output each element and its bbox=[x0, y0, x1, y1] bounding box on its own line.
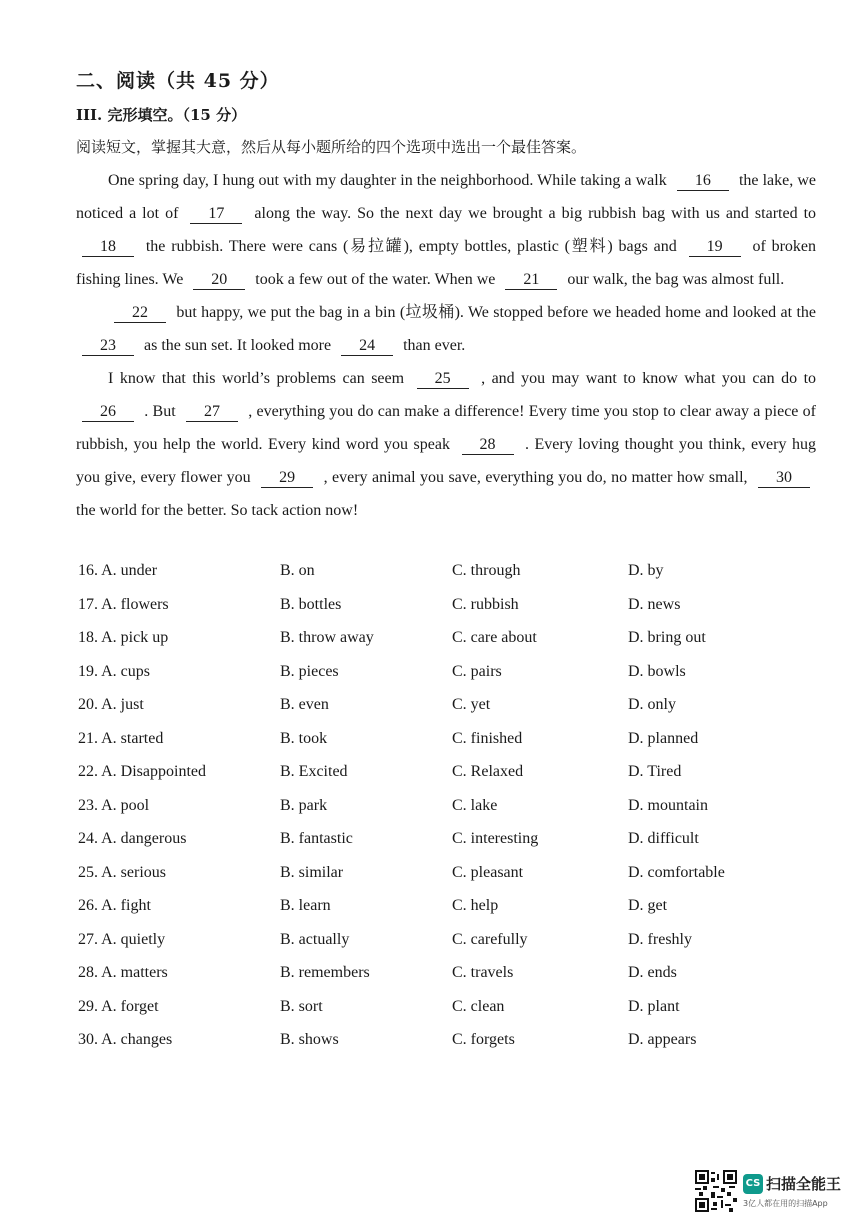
passage-text: our walk, the bag was almost full. bbox=[567, 271, 785, 288]
passage-text: the rubbish. There were cans (易拉罐), empty bottles, plastic (塑料) bags and bbox=[145, 238, 677, 255]
blank-18: 18 bbox=[82, 238, 134, 257]
option-d: D. get bbox=[628, 897, 668, 914]
question-row bbox=[78, 763, 838, 797]
blank-25: 25 bbox=[417, 370, 469, 389]
question-row bbox=[78, 562, 838, 596]
passage-text: than ever. bbox=[403, 337, 466, 354]
passage-text: but happy, we put the bag in a bin (垃圾桶). We stopped before we headed home and looked at the bbox=[176, 304, 816, 321]
question-row bbox=[78, 797, 838, 831]
option-b: B. pieces bbox=[280, 662, 339, 680]
option-c: C. interesting bbox=[452, 830, 539, 847]
passage-text: , every animal you save, everything you do, no matter how small, bbox=[323, 469, 748, 486]
option-a: 19. A. cups bbox=[78, 662, 150, 680]
option-d: D. bring out bbox=[628, 629, 706, 646]
option-c: C. rubbish bbox=[452, 595, 519, 613]
option-b: B. on bbox=[280, 562, 315, 579]
blank-30: 30 bbox=[758, 469, 810, 488]
question-row bbox=[78, 663, 838, 697]
option-a: 21. A. started bbox=[78, 729, 164, 747]
option-c: C. yet bbox=[452, 696, 491, 713]
app-tagline: 3亿人都在用的扫描App bbox=[743, 1199, 828, 1208]
question-row bbox=[78, 864, 838, 898]
option-b: B. remembers bbox=[280, 964, 370, 981]
option-d: D. mountain bbox=[628, 796, 708, 814]
option-b: B. shows bbox=[280, 1031, 339, 1048]
option-c: C. pleasant bbox=[452, 863, 524, 881]
blank-29: 29 bbox=[261, 469, 313, 488]
blank-24: 24 bbox=[341, 337, 393, 356]
option-d: D. freshly bbox=[628, 930, 692, 948]
option-a: 30. A. changes bbox=[78, 1031, 173, 1048]
option-a: 20. A. just bbox=[78, 696, 144, 713]
option-d: D. bowls bbox=[628, 662, 686, 680]
option-a: 25. A. serious bbox=[78, 863, 166, 881]
option-b: B. took bbox=[280, 729, 328, 747]
option-b: B. park bbox=[280, 796, 328, 814]
blank-27: 27 bbox=[186, 403, 238, 422]
passage-text: as the sun set. It looked more bbox=[144, 337, 332, 354]
option-d: D. news bbox=[628, 595, 681, 613]
option-a: 17. A. flowers bbox=[78, 595, 169, 613]
question-row bbox=[78, 629, 838, 663]
option-b: B. throw away bbox=[280, 629, 374, 646]
option-a: 26. A. fight bbox=[78, 897, 151, 914]
option-d: D. Tired bbox=[628, 763, 682, 780]
passage-text: , everything you do can make a difference! Every time you stop to clear away a piece of rubbish, you help the world. Every kind word you speak bbox=[76, 403, 817, 453]
option-b: B. sort bbox=[280, 997, 323, 1015]
passage-text: . Every loving thought you think, every hug you give, every flower you bbox=[76, 436, 817, 486]
option-a: 16. A. under bbox=[78, 562, 158, 579]
question-row bbox=[78, 830, 838, 864]
option-c: C. pairs bbox=[452, 662, 502, 680]
option-c: C. forgets bbox=[452, 1031, 515, 1048]
question-row bbox=[78, 998, 838, 1032]
option-c: C. help bbox=[452, 897, 499, 914]
option-c: C. clean bbox=[452, 997, 505, 1015]
option-b: B. Excited bbox=[280, 763, 348, 780]
option-b: B. learn bbox=[280, 897, 331, 914]
question-row bbox=[78, 696, 838, 730]
passage-text: . But bbox=[144, 403, 176, 420]
passage-text: took a few out of the water. When we bbox=[255, 271, 496, 288]
blank-20: 20 bbox=[193, 271, 245, 290]
question-row bbox=[78, 931, 838, 965]
option-a: 18. A. pick up bbox=[78, 629, 169, 646]
option-b: B. similar bbox=[280, 863, 344, 881]
option-c: C. Relaxed bbox=[452, 763, 524, 780]
blank-22: 22 bbox=[114, 304, 166, 323]
question-row bbox=[78, 730, 838, 764]
option-b: B. fantastic bbox=[280, 830, 353, 847]
option-c: C. lake bbox=[452, 796, 498, 814]
option-a: 23. A. pool bbox=[78, 796, 150, 814]
option-a: 22. A. Disappointed bbox=[78, 763, 206, 780]
option-c: C. care about bbox=[452, 629, 537, 646]
blank-21: 21 bbox=[505, 271, 557, 290]
question-row bbox=[78, 897, 838, 931]
paragraph-3 bbox=[76, 362, 816, 527]
option-d: D. only bbox=[628, 696, 676, 713]
blank-16: 16 bbox=[677, 172, 729, 191]
part-title: III. 完形填空。（15 分） bbox=[76, 106, 247, 124]
option-c: C. travels bbox=[452, 964, 514, 981]
option-a: 27. A. quietly bbox=[78, 930, 166, 948]
option-b: B. actually bbox=[280, 930, 350, 948]
blank-26: 26 bbox=[82, 403, 134, 422]
option-b: B. even bbox=[280, 696, 329, 713]
option-d: D. by bbox=[628, 562, 664, 579]
blank-17: 17 bbox=[190, 205, 242, 224]
paragraph-1 bbox=[76, 164, 816, 296]
qr-code-icon bbox=[695, 1170, 737, 1212]
option-c: C. carefully bbox=[452, 930, 528, 948]
option-a: 24. A. dangerous bbox=[78, 830, 187, 847]
option-d: D. plant bbox=[628, 997, 680, 1015]
option-b: B. bottles bbox=[280, 595, 342, 613]
blank-23: 23 bbox=[82, 337, 134, 356]
passage-text: the world for the better. So tack action now! bbox=[76, 502, 359, 519]
option-d: D. comfortable bbox=[628, 863, 725, 881]
app-name: 扫描全能王 bbox=[766, 1175, 842, 1193]
passage-text: One spring day, I hung out with my daughter in the neighborhood. While taking a walk bbox=[108, 172, 667, 189]
question-row bbox=[78, 964, 838, 998]
question-row bbox=[78, 596, 838, 630]
option-a: 29. A. forget bbox=[78, 997, 159, 1015]
question-row bbox=[78, 1031, 838, 1065]
passage-text: along the way. So the next day we brought a big rubbish bag with us and started to bbox=[254, 205, 817, 222]
option-c: C. through bbox=[452, 562, 521, 579]
option-d: D. difficult bbox=[628, 830, 699, 847]
option-d: D. planned bbox=[628, 729, 699, 747]
answer-options bbox=[78, 562, 838, 1065]
option-c: C. finished bbox=[452, 729, 523, 747]
blank-19: 19 bbox=[689, 238, 741, 257]
passage-text: I know that this world’s problems can seem bbox=[108, 370, 405, 387]
cloze-passage bbox=[76, 164, 816, 527]
scanner-watermark bbox=[695, 1170, 855, 1216]
passage-text: the lake, we noticed a lot of bbox=[76, 172, 817, 222]
option-d: D. appears bbox=[628, 1031, 697, 1048]
blank-28: 28 bbox=[462, 436, 514, 455]
section-title: 二、阅读（共 45 分） bbox=[76, 70, 280, 92]
passage-text: , and you may want to know what you can do to bbox=[481, 370, 817, 387]
instruction-text: 阅读短文，掌握其大意，然后从每小题所给的四个选项中选出一个最佳答案。 bbox=[76, 138, 587, 156]
paragraph-2 bbox=[76, 296, 816, 362]
option-a: 28. A. matters bbox=[78, 964, 168, 981]
camscanner-logo: CS bbox=[743, 1174, 763, 1194]
option-d: D. ends bbox=[628, 964, 677, 981]
passage-text: of broken fishing lines. We bbox=[76, 238, 817, 288]
